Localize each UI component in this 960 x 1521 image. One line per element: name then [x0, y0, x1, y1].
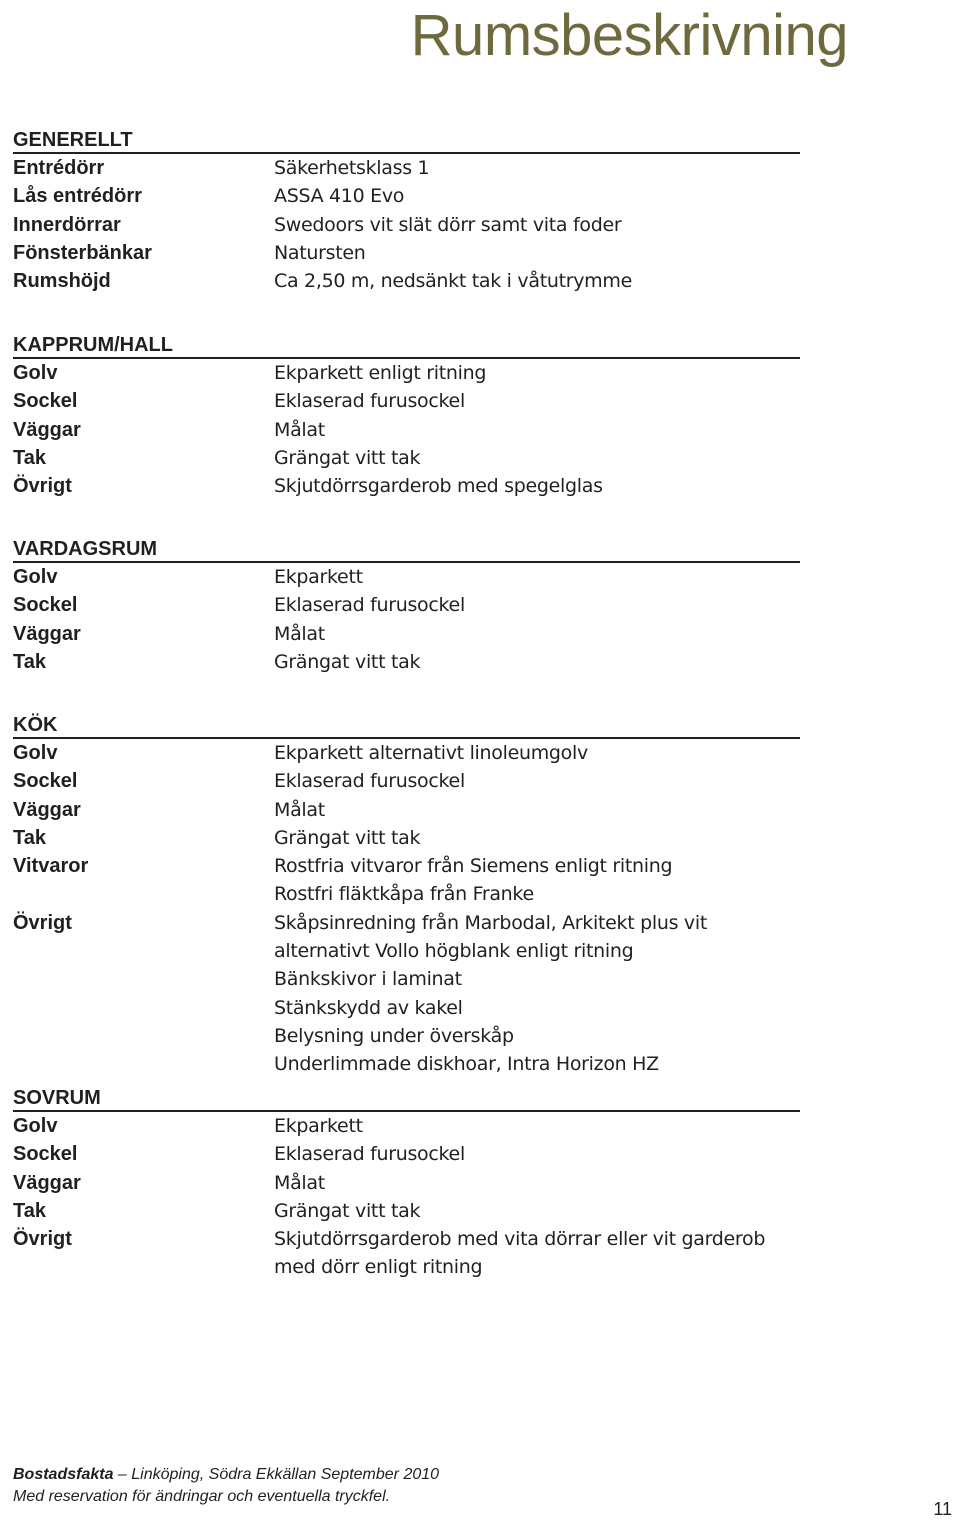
spec-value: Eklaserad furusockel [274, 1143, 465, 1166]
spec-value: Swedoors vit slät dörr samt vita foder [274, 213, 622, 236]
spec-value: Rostfria vitvaror från Siemens enligt ritning [274, 855, 673, 878]
spec-value: Ca 2,50 m, nedsänkt tak i våtutrymme [274, 270, 632, 293]
spec-value: Eklaserad furusockel [274, 594, 465, 617]
spec-label: Lås entrédörr [13, 185, 142, 208]
page-number: 11 [933, 1499, 952, 1519]
spec-value: Ekparkett enligt ritning [274, 362, 487, 384]
spec-row [13, 909, 800, 937]
spec-label: Väggar [13, 798, 81, 821]
spec-label: Fönsterbänkar [13, 241, 152, 264]
spec-label: Väggar [13, 418, 81, 441]
spec-label: Tak [13, 446, 46, 469]
spec-label: Golv [13, 566, 58, 588]
spec-value: Natursten [274, 241, 366, 264]
spec-value: Bänkskivor i laminat [274, 968, 462, 991]
section-heading: GENERELLT [13, 128, 800, 154]
spec-label: Tak [13, 1199, 46, 1222]
page-footer [13, 1464, 439, 1508]
spec-row [13, 239, 800, 267]
spec-row [13, 937, 800, 965]
section-heading: VARDAGSRUM [13, 537, 800, 563]
spec-row [13, 182, 800, 210]
spec-label: Övrigt [13, 911, 72, 934]
spec-label: Tak [13, 650, 46, 673]
section-heading: KAPPRUM/HALL [13, 333, 800, 359]
spec-row [13, 387, 800, 415]
spec-label [13, 965, 274, 993]
spec-row [13, 563, 800, 591]
spec-row [13, 1022, 800, 1050]
spec-label: Tak [13, 826, 46, 849]
spec-row [13, 472, 800, 500]
spec-label [13, 1050, 274, 1078]
spec-row [13, 880, 800, 908]
section-sovrum [13, 1086, 800, 1282]
spec-label [13, 994, 274, 1022]
section-kok [13, 713, 800, 1079]
spec-row [13, 1050, 800, 1078]
spec-value: med dörr enligt ritning [274, 1256, 483, 1279]
section-heading: SOVRUM [13, 1086, 800, 1112]
spec-value: Målat [274, 622, 325, 645]
spec-value: Grängat vitt tak [274, 446, 421, 469]
spec-value: Skåpsinredning från Marbodal, Arkitekt plus vit [274, 911, 707, 934]
spec-value: Eklaserad furusockel [274, 770, 465, 793]
spec-label: Sockel [13, 390, 78, 413]
spec-label: Vitvaror [13, 855, 89, 878]
spec-row [13, 767, 800, 795]
spec-label: Innerdörrar [13, 213, 121, 236]
spec-row [13, 965, 800, 993]
spec-row [13, 267, 800, 295]
spec-value: Grängat vitt tak [274, 1199, 421, 1222]
spec-label: Sockel [13, 1143, 78, 1166]
spec-label: Golv [13, 1115, 58, 1137]
spec-label: Väggar [13, 1171, 81, 1194]
spec-label: Sockel [13, 594, 78, 617]
spec-row [13, 591, 800, 619]
spec-row [13, 211, 800, 239]
spec-label: Golv [13, 742, 58, 764]
spec-label: Övrigt [13, 475, 72, 498]
spec-label: Golv [13, 362, 58, 384]
spec-value: Säkerhetsklass 1 [274, 157, 430, 179]
spec-row [13, 1225, 800, 1253]
spec-row [13, 620, 800, 648]
spec-label [13, 937, 274, 965]
spec-value: alternativt Vollo högblank enligt ritning [274, 940, 634, 963]
spec-row [13, 1169, 800, 1197]
spec-label: Väggar [13, 622, 81, 645]
spec-value: Ekparkett alternativt linoleumgolv [274, 742, 588, 764]
spec-label [13, 1022, 274, 1050]
spec-value: Underlimmade diskhoar, Intra Horizon HZ [274, 1053, 659, 1076]
spec-row [13, 154, 800, 182]
section-generellt [13, 128, 800, 295]
spec-label [13, 880, 274, 908]
spec-label: Övrigt [13, 1228, 72, 1251]
section-heading: KÖK [13, 713, 800, 739]
spec-value: Grängat vitt tak [274, 826, 421, 849]
spec-label: Entrédörr [13, 157, 105, 179]
spec-row [13, 1197, 800, 1225]
spec-value: ASSA 410 Evo [274, 185, 405, 208]
section-kapprum-hall [13, 333, 800, 500]
section-vardagsrum [13, 537, 800, 676]
spec-row [13, 739, 800, 767]
spec-value: Skjutdörrsgarderob med spegelglas [274, 475, 603, 498]
footer-disclaimer: Med reservation för ändringar och eventuella tryckfel. [13, 1488, 391, 1505]
spec-value: Ekparkett [274, 566, 363, 588]
spec-value: Eklaserad furusockel [274, 390, 465, 413]
footer-brand: Bostadsfakta [13, 1466, 114, 1483]
spec-value: Stänkskydd av kakel [274, 996, 463, 1019]
page-title: Rumsbeskrivning [410, 3, 848, 68]
spec-row [13, 444, 800, 472]
footer-location-date: – Linköping, Södra Ekkällan September 2010 [113, 1466, 440, 1483]
spec-row [13, 416, 800, 444]
spec-row [13, 796, 800, 824]
spec-value: Grängat vitt tak [274, 650, 421, 673]
spec-value: Ekparkett [274, 1115, 363, 1137]
spec-label [13, 1253, 274, 1281]
spec-row [13, 1253, 800, 1281]
footer-line [13, 1464, 439, 1486]
spec-value: Belysning under överskåp [274, 1024, 514, 1047]
spec-value: Skjutdörrsgarderob med vita dörrar eller vit garderob [274, 1228, 766, 1251]
spec-value: Målat [274, 418, 325, 441]
spec-row [13, 1112, 800, 1140]
spec-row [13, 852, 800, 880]
spec-row [13, 648, 800, 676]
spec-row [13, 994, 800, 1022]
spec-value: Målat [274, 1171, 325, 1194]
spec-row [13, 1140, 800, 1168]
spec-value: Målat [274, 798, 325, 821]
spec-label: Sockel [13, 770, 78, 793]
spec-row [13, 824, 800, 852]
spec-value: Rostfri fläktkåpa från Franke [274, 883, 534, 906]
spec-row [13, 359, 800, 387]
spec-label: Rumshöjd [13, 270, 111, 293]
